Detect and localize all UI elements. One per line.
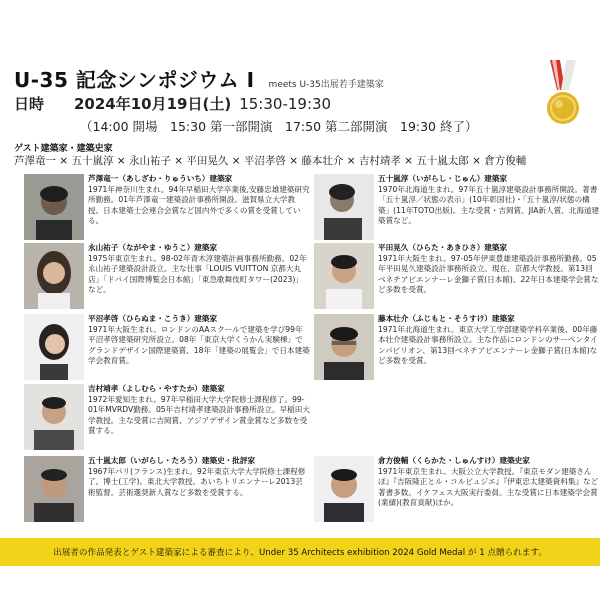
profile-bio: 1975年東京生まれ。98-02年青木淳建築計画事務所勤務。02年永山祐子建築設計設立。主な仕事「LOUIS VUITTON 京都大丸店」「ドバイ国際博覧会日本館」「東急歌舞伎町タワー(2023)」など。 <box>88 253 307 295</box>
portrait-photo <box>24 314 84 380</box>
profile-name: 芦澤竜一（あしざわ・りゅういち）建築家 <box>88 174 233 183</box>
footer-banner <box>0 538 600 566</box>
portrait-photo <box>314 243 374 309</box>
profile-text <box>88 456 310 498</box>
event-schedule: （14:00 開場 15:30 第一部開演 17:50 第二部開演 19:30 終了） <box>80 119 478 134</box>
portrait-photo <box>24 174 84 240</box>
portrait-photo <box>314 456 374 522</box>
profile-card <box>24 174 314 240</box>
profile-bio: 1971年北海道生まれ。東京大学工学部建築学科卒業後、00年藤本壮介建築設計事務所設立。主な作品にロンドンのサーペンタインパビリオン、第13回ベネチアビエンナーレ金獅子賞(日本館)など多数を受賞。 <box>378 324 598 366</box>
profile-name: 吉村靖孝（よしむら・やすたか）建築家 <box>88 384 225 393</box>
portrait-photo <box>314 174 374 240</box>
profile-card <box>24 314 314 380</box>
footer-text: 出展者の作品発表とゲスト建築家による審査により、Under 35 Architects exhibition 2024 Gold Medal が 1 点贈られます。 <box>53 548 547 558</box>
profile-card <box>24 456 314 522</box>
profile-text <box>378 174 600 227</box>
profile-name: 永山祐子（ながやま・ゆうこ）建築家 <box>88 243 218 252</box>
profile-name: 倉方俊輔（くらかた・しゅんすけ）建築史家 <box>378 456 530 465</box>
page-title: U-35 記念シンポジウム Ⅰ <box>14 68 255 92</box>
profile-bio: 1971年神奈川生まれ。94年早稲田大学卒業後,安藤忠雄建築研究所勤務。01年芦澤竜一建築設計事務所開設。滋賀県立大学教授。日本建築士会連合会賞など国内外で多くの賞を受賞している。 <box>88 184 310 226</box>
profile-name: 五十嵐太郎（いがらし・たろう）建築史・批評家 <box>88 456 256 465</box>
event-date: 2024年10月19日(土) <box>74 95 232 113</box>
profile-card <box>314 243 600 309</box>
profile-bio: 1971年大阪生まれ。97-05年伊東豊雄建築設計事務所勤務。05年平田晃久建築設計事務所設立。現在、京都大学教授。第13回ベネチアビエンナーレ金獅子賞(日本館)、22年日本建築学会賞など多数を受賞。 <box>378 253 599 295</box>
guest-heading: ゲスト建築家・建築史家 <box>14 144 113 154</box>
profile-card <box>314 456 600 522</box>
date-row <box>14 93 331 114</box>
page-subtitle: meets U-35出展若手建築家 <box>268 80 384 90</box>
profile-text <box>88 174 310 227</box>
profile-text <box>88 314 310 367</box>
profile-bio: 1967年パリ(フランス)生まれ。92年東京大学大学院修士課程修了。博士(工学)。東北大学教授。あいちトリエンナーレ2013芸術監督。芸術選奨新人賞など多数を受賞する。 <box>88 466 306 497</box>
profile-name: 平沼孝啓（ひらぬま・こうき）建築家 <box>88 314 218 323</box>
portrait-photo <box>24 456 84 522</box>
profile-name: 五十嵐淳（いがらし・じゅん）建築家 <box>378 174 508 183</box>
profile-card <box>24 384 314 450</box>
profile-name: 藤本壮介（ふじもと・そうすけ）建築家 <box>378 314 515 323</box>
title-row <box>14 64 384 93</box>
profile-text <box>88 384 310 437</box>
profile-card <box>24 243 314 309</box>
profile-name: 平田晃久（ひらた・あきひさ）建築家 <box>378 243 508 252</box>
event-time: 15:30-19:30 <box>239 95 332 113</box>
profile-bio: 1971年東京生まれ。大阪公立大学教授。『東京モダン建築さんぽ』『吉阪隆正とル・コルビュジエ』『伊東忠太建築資料集』など著書多数。イケフェス大阪実行委員。主な受賞に日本建築学会賞(業績)(教育貢献)ほか。 <box>378 466 599 508</box>
profile-bio: 1972年愛知生まれ。97年早稲田大学大学院修士課程修了。99-01年MVRDV勤務。05年吉村靖孝建築設計事務所設立。早稲田大学教授。主な受賞に吉岡賞、アジアデザイン賞金賞など多数を受賞する。 <box>88 394 310 436</box>
guest-names: 芦澤竜一 × 五十嵐淳 × 永山祐子 × 平田晃久 × 平沼孝啓 × 藤本壮介 × 吉村靖孝 × 五十嵐太郎 × 倉方俊輔 <box>14 155 527 167</box>
profile-bio: 1970年北海道生まれ。97年五十嵐淳建築設計事務所開設。著書「五十嵐淳／状態の表示」(10年彰国社)・「五十嵐淳/状態の構築」(11年TOTO出版)。主な受賞・吉岡賞、JIA新人賞、北海道建築賞など。 <box>378 184 600 226</box>
portrait-photo <box>24 384 84 450</box>
portrait-photo <box>314 314 374 380</box>
profile-text <box>378 456 600 509</box>
profile-card <box>314 174 600 240</box>
profile-text <box>378 314 600 367</box>
profile-card <box>314 314 600 380</box>
portrait-photo <box>24 243 84 309</box>
date-label: 日時 <box>14 95 45 113</box>
profile-text <box>88 243 310 296</box>
profile-text <box>378 243 600 296</box>
profile-bio: 1971年大阪生まれ。ロンドンのAAスクールで建築を学び99年平沼孝啓建築研究所設立。08年「東京大学くうかん実験棟」でグランドデザイン国際建築賞、18年「建築の展覧会」で日本建築学会教育賞。 <box>88 324 310 366</box>
gold-medal-icon <box>538 60 588 132</box>
